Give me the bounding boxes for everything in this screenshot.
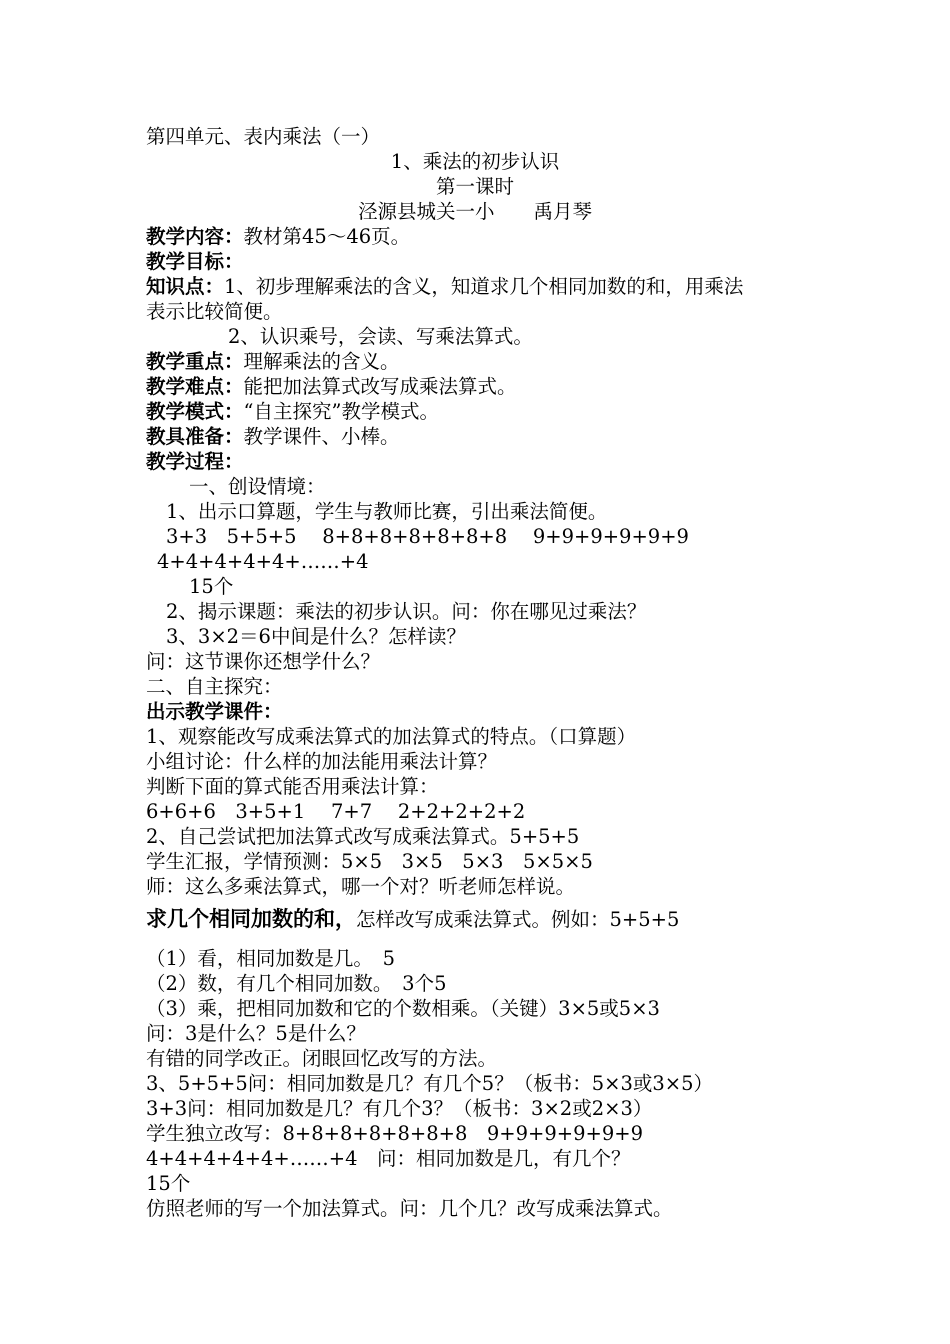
knowledge-line bbox=[146, 275, 743, 299]
tools-line bbox=[146, 425, 400, 449]
s2-line-14: 3、5+5+5问：相同加数是几？有几个5？（板书：5×3或3×5） bbox=[146, 1072, 714, 1095]
mode-label: 教学模式： bbox=[146, 400, 244, 423]
knowledge-text-2: 2、认识乘号，会读、写乘法算式。 bbox=[228, 325, 533, 348]
s1-ask: 问：这节课你还想学什么？ bbox=[146, 650, 381, 673]
s2-line-6: 学生汇报，学情预测：5×5 3×5 5×3 5×5×5 bbox=[146, 850, 593, 873]
s1-item-1: 1、出示口算题，学生与教师比赛，引出乘法简便。 bbox=[166, 500, 608, 523]
s2-line-3: 判断下面的算式能否用乘法计算： bbox=[146, 775, 439, 798]
knowledge-label: 知识点： bbox=[146, 275, 225, 298]
s2-line-16: 学生独立改写：8+8+8+8+8+8+8 9+9+9+9+9+9 bbox=[146, 1122, 644, 1145]
s1-calc-2: 4+4+4+4+4+……+4 bbox=[157, 550, 369, 573]
s1-item-3: 3、3×2＝6中间是什么？怎样读？ bbox=[166, 625, 466, 648]
lesson-title: 1、乘法的初步认识 bbox=[390, 150, 560, 173]
s2-line-11: （3）乘，把相同加数和它的个数相乘。（关键）3×5或5×3 bbox=[146, 997, 660, 1020]
unit-title: 第四单元、表内乘法（一） bbox=[146, 125, 381, 148]
s2-line-17: 4+4+4+4+4+……+4 问：相同加数是几，有几个？ bbox=[146, 1147, 631, 1170]
process-label: 教学过程： bbox=[146, 450, 244, 473]
knowledge-text-1b: 表示比较简便。 bbox=[146, 300, 283, 323]
s2-line-18: 15个 bbox=[146, 1172, 191, 1195]
key-label: 教学重点： bbox=[146, 350, 244, 373]
s2-line-5: 2、自己尝试把加法算式改写成乘法算式。5+5+5 bbox=[146, 825, 580, 848]
section-2-heading: 二、自主探究： bbox=[146, 675, 283, 698]
content-text: 教材第45～46页。 bbox=[243, 225, 411, 248]
courseware-label: 出示教学课件： bbox=[146, 700, 283, 723]
content-label: 教学内容： bbox=[146, 225, 244, 248]
tools-label: 教具准备： bbox=[146, 425, 244, 448]
s1-calc-3: 15个 bbox=[189, 575, 234, 598]
tools-text: 教学课件、小棒。 bbox=[243, 425, 400, 448]
difficulty-line bbox=[146, 375, 517, 399]
s2-line-1: 1、观察能改写成乘法算式的加法算式的特点。（口算题） bbox=[146, 725, 637, 748]
s1-calc-1: 3+3 5+5+5 8+8+8+8+8+8+8 9+9+9+9+9+9 bbox=[166, 525, 689, 548]
section-1-heading: 一、创设情境： bbox=[189, 475, 326, 498]
s2-line-8-rest: 怎样改写成乘法算式。例如：5+5+5 bbox=[356, 908, 680, 931]
s2-line-7: 师：这么多乘法算式，哪一个对？听老师怎样说。 bbox=[146, 875, 576, 898]
content-line bbox=[146, 225, 410, 249]
period-title: 第一课时 bbox=[435, 175, 514, 198]
s2-line-15: 3+3问：相同加数是几？有几个3？（板书：3×2或2×3） bbox=[146, 1097, 653, 1120]
mode-text: “自主探究”教学模式。 bbox=[243, 400, 439, 423]
difficulty-text: 能把加法算式改写成乘法算式。 bbox=[243, 375, 517, 398]
s1-item-2: 2、揭示课题：乘法的初步认识。问：你在哪见过乘法？ bbox=[166, 600, 647, 623]
mode-line bbox=[146, 400, 439, 424]
s2-line-4: 6+6+6 3+5+1 7+7 2+2+2+2+2 bbox=[146, 800, 526, 823]
author-line: 泾源县城关一小 禹月琴 bbox=[357, 200, 592, 223]
goals-label: 教学目标： bbox=[146, 250, 244, 273]
s2-line-12: 问：3是什么？5是什么？ bbox=[146, 1022, 366, 1045]
s2-line-9: （1）看，相同加数是几。 5 bbox=[146, 947, 396, 970]
s2-line-19: 仿照老师的写一个加法算式。问：几个几？改写成乘法算式。 bbox=[146, 1197, 673, 1220]
s2-line-10: （2）数，有几个相同加数。 3个5 bbox=[146, 972, 447, 995]
knowledge-text-1: 1、初步理解乘法的含义，知道求几个相同加数的和，用乘法 bbox=[224, 275, 744, 298]
difficulty-label: 教学难点： bbox=[146, 375, 244, 398]
key-text: 理解乘法的含义。 bbox=[243, 350, 400, 373]
s2-line-2: 小组讨论：什么样的加法能用乘法计算？ bbox=[146, 750, 498, 773]
s2-line-8 bbox=[146, 907, 679, 932]
s2-line-13: 有错的同学改正。闭眼回忆改写的方法。 bbox=[146, 1047, 498, 1070]
s2-line-8-bold: 求几个相同加数的和， bbox=[146, 907, 356, 931]
key-line bbox=[146, 350, 400, 374]
